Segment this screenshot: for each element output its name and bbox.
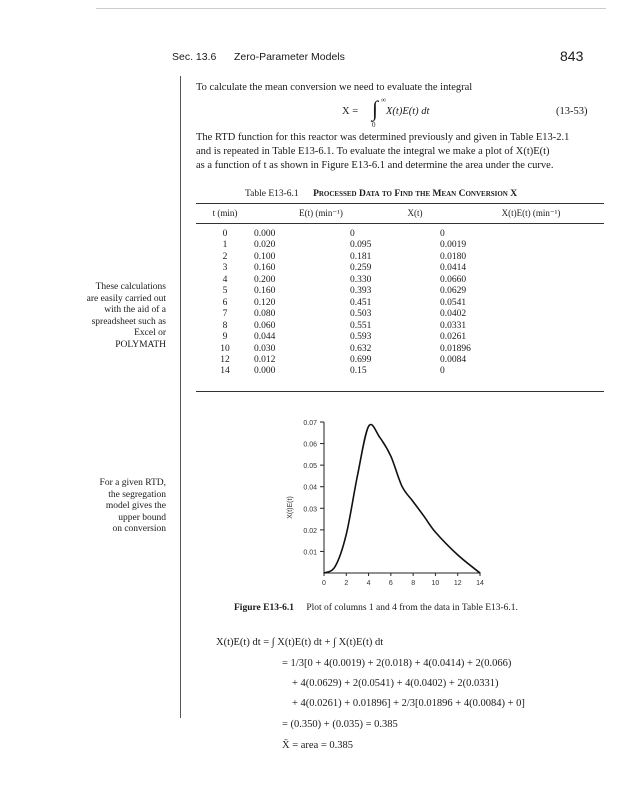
cell-x: 0 (350, 229, 355, 239)
cell-xe: 0.0402 (440, 309, 467, 320)
cell-xe: 0.0660 (440, 274, 467, 285)
table-row (196, 275, 604, 286)
data-point (323, 572, 324, 573)
figure-caption (234, 603, 518, 613)
cell-t: 10 (220, 343, 230, 354)
calc-line-3: + 4(0.0629) + 2(0.0541) + 4(0.0402) + 2(0.0331) (292, 678, 499, 689)
page-number: 843 (560, 48, 584, 64)
table-row (196, 252, 604, 263)
cell-e: 0.160 (254, 263, 276, 274)
table-row (196, 229, 604, 240)
cell-t: 14 (220, 366, 230, 377)
cell-x: 0.15 (350, 366, 367, 377)
cell-e: 0.030 (254, 343, 276, 354)
data-point (401, 486, 402, 487)
margin-note-line: For a given RTD, (99, 478, 166, 488)
margin-note-line: Excel or (134, 328, 166, 338)
figure-caption-text: Plot of columns 1 and 4 from the data in Table E13-6.1. (306, 603, 518, 613)
margin-note-spreadsheet (36, 282, 166, 351)
cell-t: 8 (222, 320, 228, 331)
equation-lhs: X = (342, 106, 359, 117)
cell-x: 0.451 (350, 297, 372, 308)
table-header-t: t (min) (212, 208, 238, 218)
table-row (196, 344, 604, 355)
cell-xe: 0.0414 (440, 263, 467, 274)
integral-upper-limit: ∞ (381, 96, 386, 104)
cell-e: 0.060 (254, 320, 276, 331)
cell-xe: 0 (440, 229, 445, 239)
table-caption-text: Processed Data to Find the Mean Conversion X (313, 189, 518, 199)
margin-rule (180, 76, 181, 718)
paragraph-line-2: and is repeated in Table E13-6.1. To evaluate the integral we make a plot of X(t)E(t) (196, 146, 550, 157)
x-tick-label: 8 (411, 580, 416, 587)
cell-e: 0.160 (254, 286, 276, 297)
table-bottom-rule (196, 391, 604, 392)
cell-e: 0.000 (254, 366, 276, 377)
table-row (196, 332, 604, 343)
table-row (196, 298, 604, 309)
series-line (324, 425, 480, 573)
cell-xe: 0.0261 (440, 332, 467, 343)
cell-xe: 0.0019 (440, 240, 467, 251)
data-table (196, 229, 604, 378)
plot-area (287, 420, 484, 587)
equation-rhs: X(t)E(t) dt (386, 106, 430, 117)
y-tick-label: 0.03 (303, 506, 317, 514)
integral-lower-limit: 0 (372, 121, 376, 129)
cell-t: 7 (222, 309, 228, 320)
table-caption (245, 189, 517, 199)
cell-x: 0.551 (350, 320, 372, 331)
table-header-rule (196, 223, 604, 224)
calc-line-4: + 4(0.0261) + 0.01896] + 2/3[0.01896 + 4(0.0084) + 0] (292, 698, 525, 709)
margin-note-line: spreadsheet such as (91, 316, 166, 327)
cell-t: 2 (222, 251, 228, 262)
y-tick-label: 0.05 (303, 463, 317, 471)
cell-e: 0.200 (254, 274, 276, 285)
cell-xe: 0.0541 (440, 297, 467, 308)
data-point (435, 532, 436, 533)
table-row (196, 240, 604, 251)
calc-line-1: X(t)E(t) dt = ∫ X(t)E(t) dt + ∫ X(t)E(t) dt (216, 637, 384, 648)
x-tick-label: 14 (476, 580, 484, 587)
integral-sign: ∫ (372, 96, 379, 121)
x-tick-label: 0 (322, 580, 326, 587)
cell-e: 0.120 (254, 297, 276, 308)
cell-x: 0.699 (350, 354, 372, 365)
y-tick-label: 0.07 (303, 420, 317, 427)
table-row (196, 286, 604, 297)
margin-note-segregation (36, 478, 166, 536)
data-point (368, 426, 369, 427)
data-point (413, 501, 414, 502)
cell-x: 0.593 (350, 332, 372, 343)
margin-note-line: These calculations (95, 282, 166, 292)
cell-e: 0.100 (254, 251, 276, 262)
x-tick-label: 6 (388, 580, 393, 587)
paragraph-line-1: The RTD function for this reactor was determined previously and given in Table E13-2.1 (196, 132, 570, 143)
cell-t: 12 (220, 354, 230, 365)
cell-x: 0.259 (350, 263, 372, 274)
cell-e: 0.020 (254, 240, 276, 251)
top-rule (96, 8, 606, 9)
cell-t: 9 (222, 332, 228, 343)
data-point (335, 566, 336, 567)
x-tick-label: 10 (431, 580, 440, 587)
margin-note-line: model gives the (105, 501, 166, 511)
cell-t: 3 (222, 263, 228, 274)
cell-xe: 0.0629 (440, 286, 467, 297)
data-point (379, 437, 380, 438)
cell-x: 0.095 (350, 240, 372, 251)
data-point (357, 475, 358, 476)
cell-t: 1 (222, 240, 228, 251)
cell-x: 0.393 (350, 286, 372, 297)
calc-line-5: = (0.350) + (0.035) = 0.385 (282, 719, 398, 730)
table-row (196, 263, 604, 274)
calc-line-2: = 1/3[0 + 4(0.0019) + 2(0.018) + 4(0.0414) + 2(0.066) (282, 658, 512, 669)
y-tick-label: 0.04 (303, 484, 317, 492)
table-caption-label: Table E13-6.1 (245, 189, 299, 199)
table-row (196, 309, 604, 320)
paragraph-line-3: as a function of t as shown in Figure E13-6.1 and determine the area under the curve. (196, 160, 554, 171)
y-tick-label: 0.06 (303, 441, 317, 449)
y-tick-label: 0.01 (303, 549, 317, 557)
running-title: Zero-Parameter Models (234, 51, 345, 63)
table-row (196, 321, 604, 332)
data-point (424, 516, 425, 517)
cell-t: 6 (222, 297, 228, 308)
cell-xe: 0.0084 (440, 354, 467, 365)
x-tick-label: 2 (344, 580, 349, 587)
margin-note-line: upper bound (118, 512, 166, 523)
cell-e: 0.080 (254, 309, 276, 320)
equation-number: (13-53) (556, 106, 588, 117)
y-tick-label: 0.02 (303, 527, 317, 535)
table-header-xe: X(t)E(t) (min⁻¹) (501, 208, 561, 218)
cell-xe: 0.0331 (440, 320, 467, 331)
data-point (457, 554, 458, 555)
intro-sentence: To calculate the mean conversion we need to evaluate the integral (196, 82, 473, 93)
calc-line-6: X̄ = area = 0.385 (282, 740, 354, 751)
margin-note-line: are easily carried out (86, 293, 166, 304)
table-top-rule (196, 203, 604, 204)
x-tick-label: 12 (453, 580, 462, 587)
cell-x: 0.181 (350, 251, 372, 262)
cell-t: 4 (222, 274, 228, 285)
cell-e: 0.000 (254, 229, 276, 239)
data-point (346, 534, 347, 535)
figure-caption-label: Figure E13-6.1 (234, 603, 294, 613)
table-body (196, 229, 604, 378)
table-row (196, 366, 604, 377)
table-row (196, 355, 604, 366)
y-axis-label: X(t)E(t) (287, 496, 294, 519)
cell-e: 0.044 (254, 332, 276, 343)
cell-t: 5 (222, 286, 228, 297)
data-point (390, 456, 391, 457)
data-point (479, 572, 480, 573)
cell-t: 0 (222, 229, 228, 239)
margin-note-line: with the aid of a (104, 305, 166, 315)
margin-note-line: the segregation (108, 489, 166, 500)
cell-x: 0.632 (350, 343, 372, 354)
table-header-e: E(t) (min⁻¹) (299, 208, 343, 218)
cell-x: 0.503 (350, 309, 372, 320)
cell-x: 0.330 (350, 274, 372, 285)
margin-note-line: on conversion (112, 524, 166, 534)
cell-xe: 0.01896 (440, 343, 471, 354)
cell-xe: 0.0180 (440, 251, 467, 262)
cell-xe: 0 (440, 366, 445, 377)
x-tick-label: 4 (366, 580, 371, 587)
section-label: Sec. 13.6 (172, 51, 217, 63)
table-header-x: X(t) (407, 208, 423, 218)
cell-e: 0.012 (254, 354, 276, 365)
margin-note-line: POLYMATH (115, 339, 166, 350)
xe-plot (270, 412, 500, 594)
